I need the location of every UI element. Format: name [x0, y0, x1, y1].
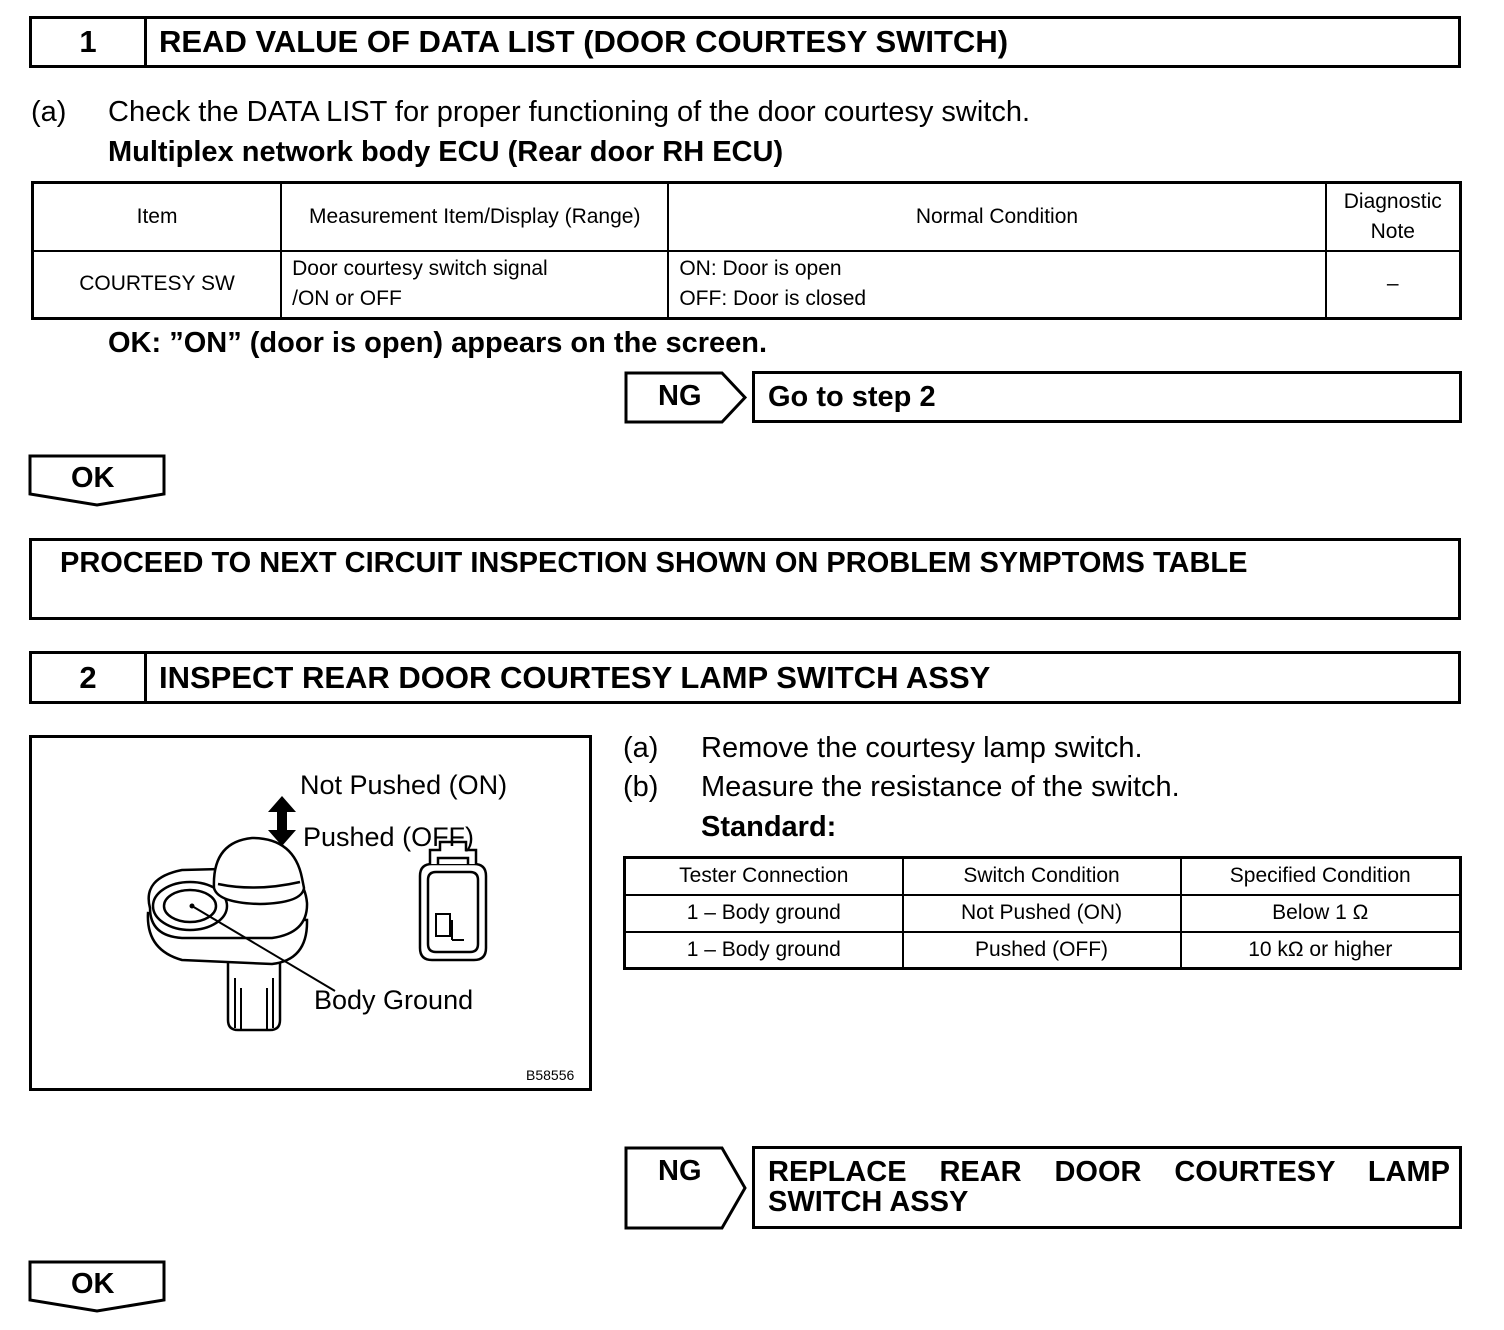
cell-specified-condition: Below 1 Ω	[1181, 895, 1461, 932]
cell-measurement-line1: Door courtesy switch signal	[292, 257, 548, 281]
step2-ng-action-line1	[768, 1156, 1450, 1188]
header-item: Item	[33, 183, 282, 251]
cell-specified-condition: 10 kΩ or higher	[1181, 932, 1461, 969]
switch-figure	[29, 735, 592, 1091]
label-not-pushed: Not Pushed (ON)	[300, 770, 508, 800]
standard-table	[623, 856, 1462, 970]
step1-number: 1	[32, 19, 147, 65]
courtesy-switch-icon	[148, 838, 307, 1030]
table-row	[625, 932, 1461, 969]
step1-header	[29, 16, 1461, 68]
step2-ng-action-line2: SWITCH ASSY	[768, 1186, 969, 1218]
cell-switch-condition: Not Pushed (ON)	[903, 895, 1181, 932]
table-row	[625, 895, 1461, 932]
cell-note: –	[1326, 251, 1461, 319]
step2-standard-label: Standard:	[701, 811, 837, 843]
table-row	[33, 251, 1461, 319]
data-list-table	[31, 181, 1462, 320]
step2-b-marker: (b)	[623, 771, 659, 803]
cell-normal-condition	[668, 251, 1325, 319]
step2-a-marker: (a)	[623, 732, 659, 764]
header-specified-condition: Specified Condition	[1181, 858, 1461, 895]
step2-number: 2	[32, 654, 147, 701]
step1-ng-action: Go to step 2	[768, 381, 936, 413]
step1-title: READ VALUE OF DATA LIST (DOOR COURTESY SWITCH)	[159, 24, 1009, 59]
step1-a-marker: (a)	[31, 96, 67, 128]
header-diagnostic-note-text: Diagnostic Note	[1343, 189, 1442, 243]
header-switch-condition: Switch Condition	[903, 858, 1181, 895]
figure-code: B58556	[526, 1067, 575, 1083]
step1-ng-action-box	[752, 371, 1462, 423]
connector-face-icon	[420, 842, 486, 960]
step2-ng-action-line1-text: REPLACE REAR DOOR COURTESY LAMP	[768, 1156, 1450, 1188]
step2-a-text: Remove the courtesy lamp switch.	[701, 732, 1143, 764]
cell-switch-condition: Pushed (OFF)	[903, 932, 1181, 969]
label-pushed: Pushed (OFF)	[303, 822, 475, 852]
step2-b-text: Measure the resistance of the switch.	[701, 771, 1180, 803]
cell-normal-line1: ON: Door is open	[679, 257, 842, 281]
cell-normal-line2: OFF: Door is closed	[679, 287, 867, 311]
cell-measurement	[281, 251, 668, 319]
step1-ng-label: NG	[658, 380, 702, 412]
header-measurement: Measurement Item/Display (Range)	[281, 183, 668, 251]
step2-ng-label: NG	[658, 1155, 702, 1187]
proceed-box	[29, 538, 1461, 620]
step1-ok-criteria: OK: ”ON” (door is open) appears on the screen.	[108, 327, 768, 359]
step2-ng-action-box	[752, 1146, 1462, 1229]
cell-tester-connection: 1 – Body ground	[625, 932, 903, 969]
header-normal-condition: Normal Condition	[668, 183, 1325, 251]
step2-title: INSPECT REAR DOOR COURTESY LAMP SWITCH ASSY	[159, 659, 991, 695]
step1-subtitle: Multiplex network body ECU (Rear door RH ECU)	[108, 136, 784, 168]
label-body-ground: Body Ground	[314, 985, 474, 1015]
header-tester-connection: Tester Connection	[625, 858, 903, 895]
cell-measurement-line2: /ON or OFF	[292, 287, 402, 311]
proceed-text: PROCEED TO NEXT CIRCUIT INSPECTION SHOWN ON PROBLEM SYMPTOMS TABLE	[60, 547, 1248, 579]
step1-ok-label: OK	[71, 462, 115, 494]
step2-header	[29, 651, 1461, 704]
header-diagnostic-note	[1326, 183, 1461, 251]
cell-item: COURTESY SW	[33, 251, 282, 319]
step1-a-text: Check the DATA LIST for proper functioning of the door courtesy switch.	[108, 96, 1031, 128]
up-down-arrow-icon	[268, 796, 296, 846]
step2-ok-label: OK	[71, 1268, 115, 1300]
cell-tester-connection: 1 – Body ground	[625, 895, 903, 932]
